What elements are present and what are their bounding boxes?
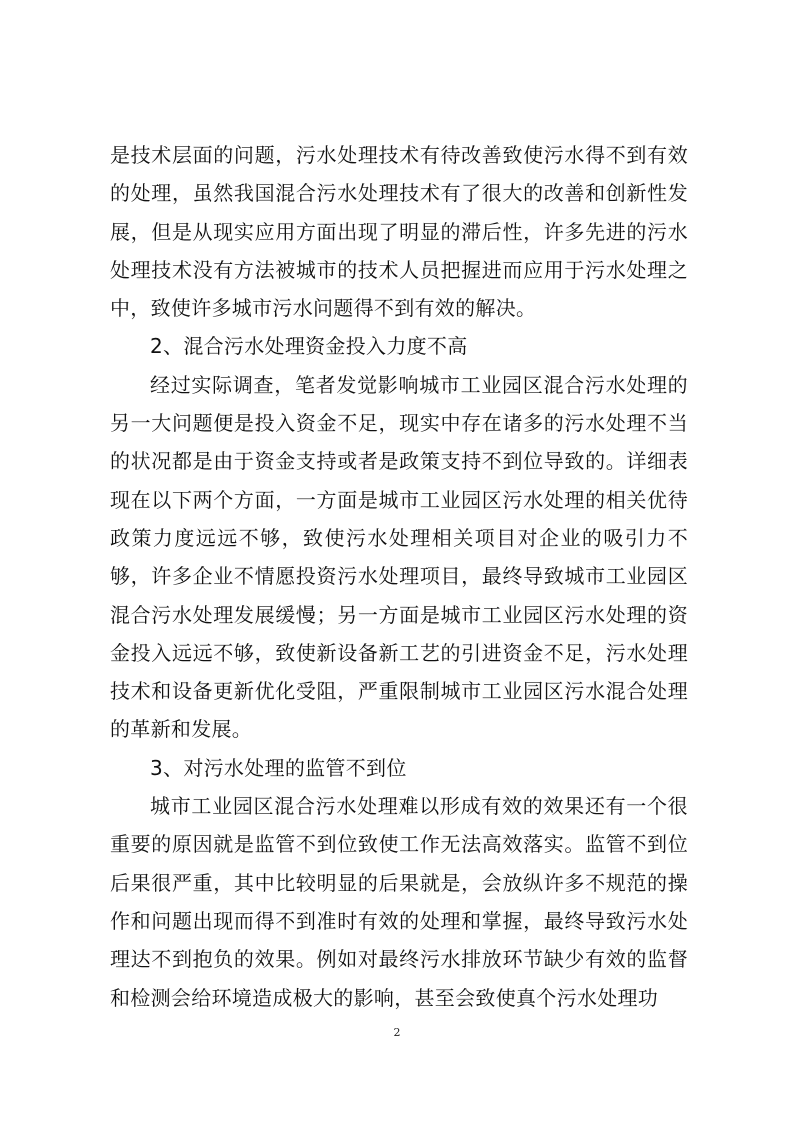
section-heading-funding: 2、混合污水处理资金投入力度不高 (150, 334, 468, 359)
body-text (110, 136, 688, 1017)
paragraph-continuation: 是技术层面的问题，污水处理技术有待改善致使污水得不到有效的处理，虽然我国混合污水处理技术有了很大的改善和创新性发展，但是从现实应用方面出现了明显的滞后性，许多先进的污水处理技术没有方法被城市的技术人员把握进而应用于污水处理之中，致使许多城市污水问题得不到有效的解决。 (110, 143, 688, 321)
page-number: 2 (393, 1026, 401, 1039)
paragraph-funding: 经过实际调查，笔者发觉影响城市工业园区混合污水处理的另一大问题便是投入资金不足，现实中存在诸多的污水处理不当的状况都是由于资金支持或者是政策支持不到位导致的。详细表现在以下两个方面，一方面是城市工业园区污水处理的相关优待政策力度远远不够，致使污水处理相关项目对企业的吸引力不够，许多企业不情愿投资污水处理项目，最终导致城市工业园区混合污水处理发展缓慢；另一方面是城市工业园区污水处理的资金投入远远不够，致使新设备新工艺的引进资金不足，污水处理技术和设备更新优化受阻，严重限制城市工业园区污水混合处理的革新和发展。 (110, 372, 688, 742)
section-heading-supervision: 3、对污水处理的监管不到位 (150, 755, 407, 780)
paragraph-supervision: 城市工业园区混合污水处理难以形成有效的效果还有一个很重要的原因就是监管不到位致使工作无法高效落实。监管不到位后果很严重，其中比较明显的后果就是，会放纵许多不规范的操作和问题出现而得不到准时有效的处理和掌握，最终导致污水处理达不到抱负的效果。例如对最终污水排放环节缺少有效的监督和检测会给环境造成极大的影响，甚至会致使真个污水处理功 (110, 794, 688, 1010)
